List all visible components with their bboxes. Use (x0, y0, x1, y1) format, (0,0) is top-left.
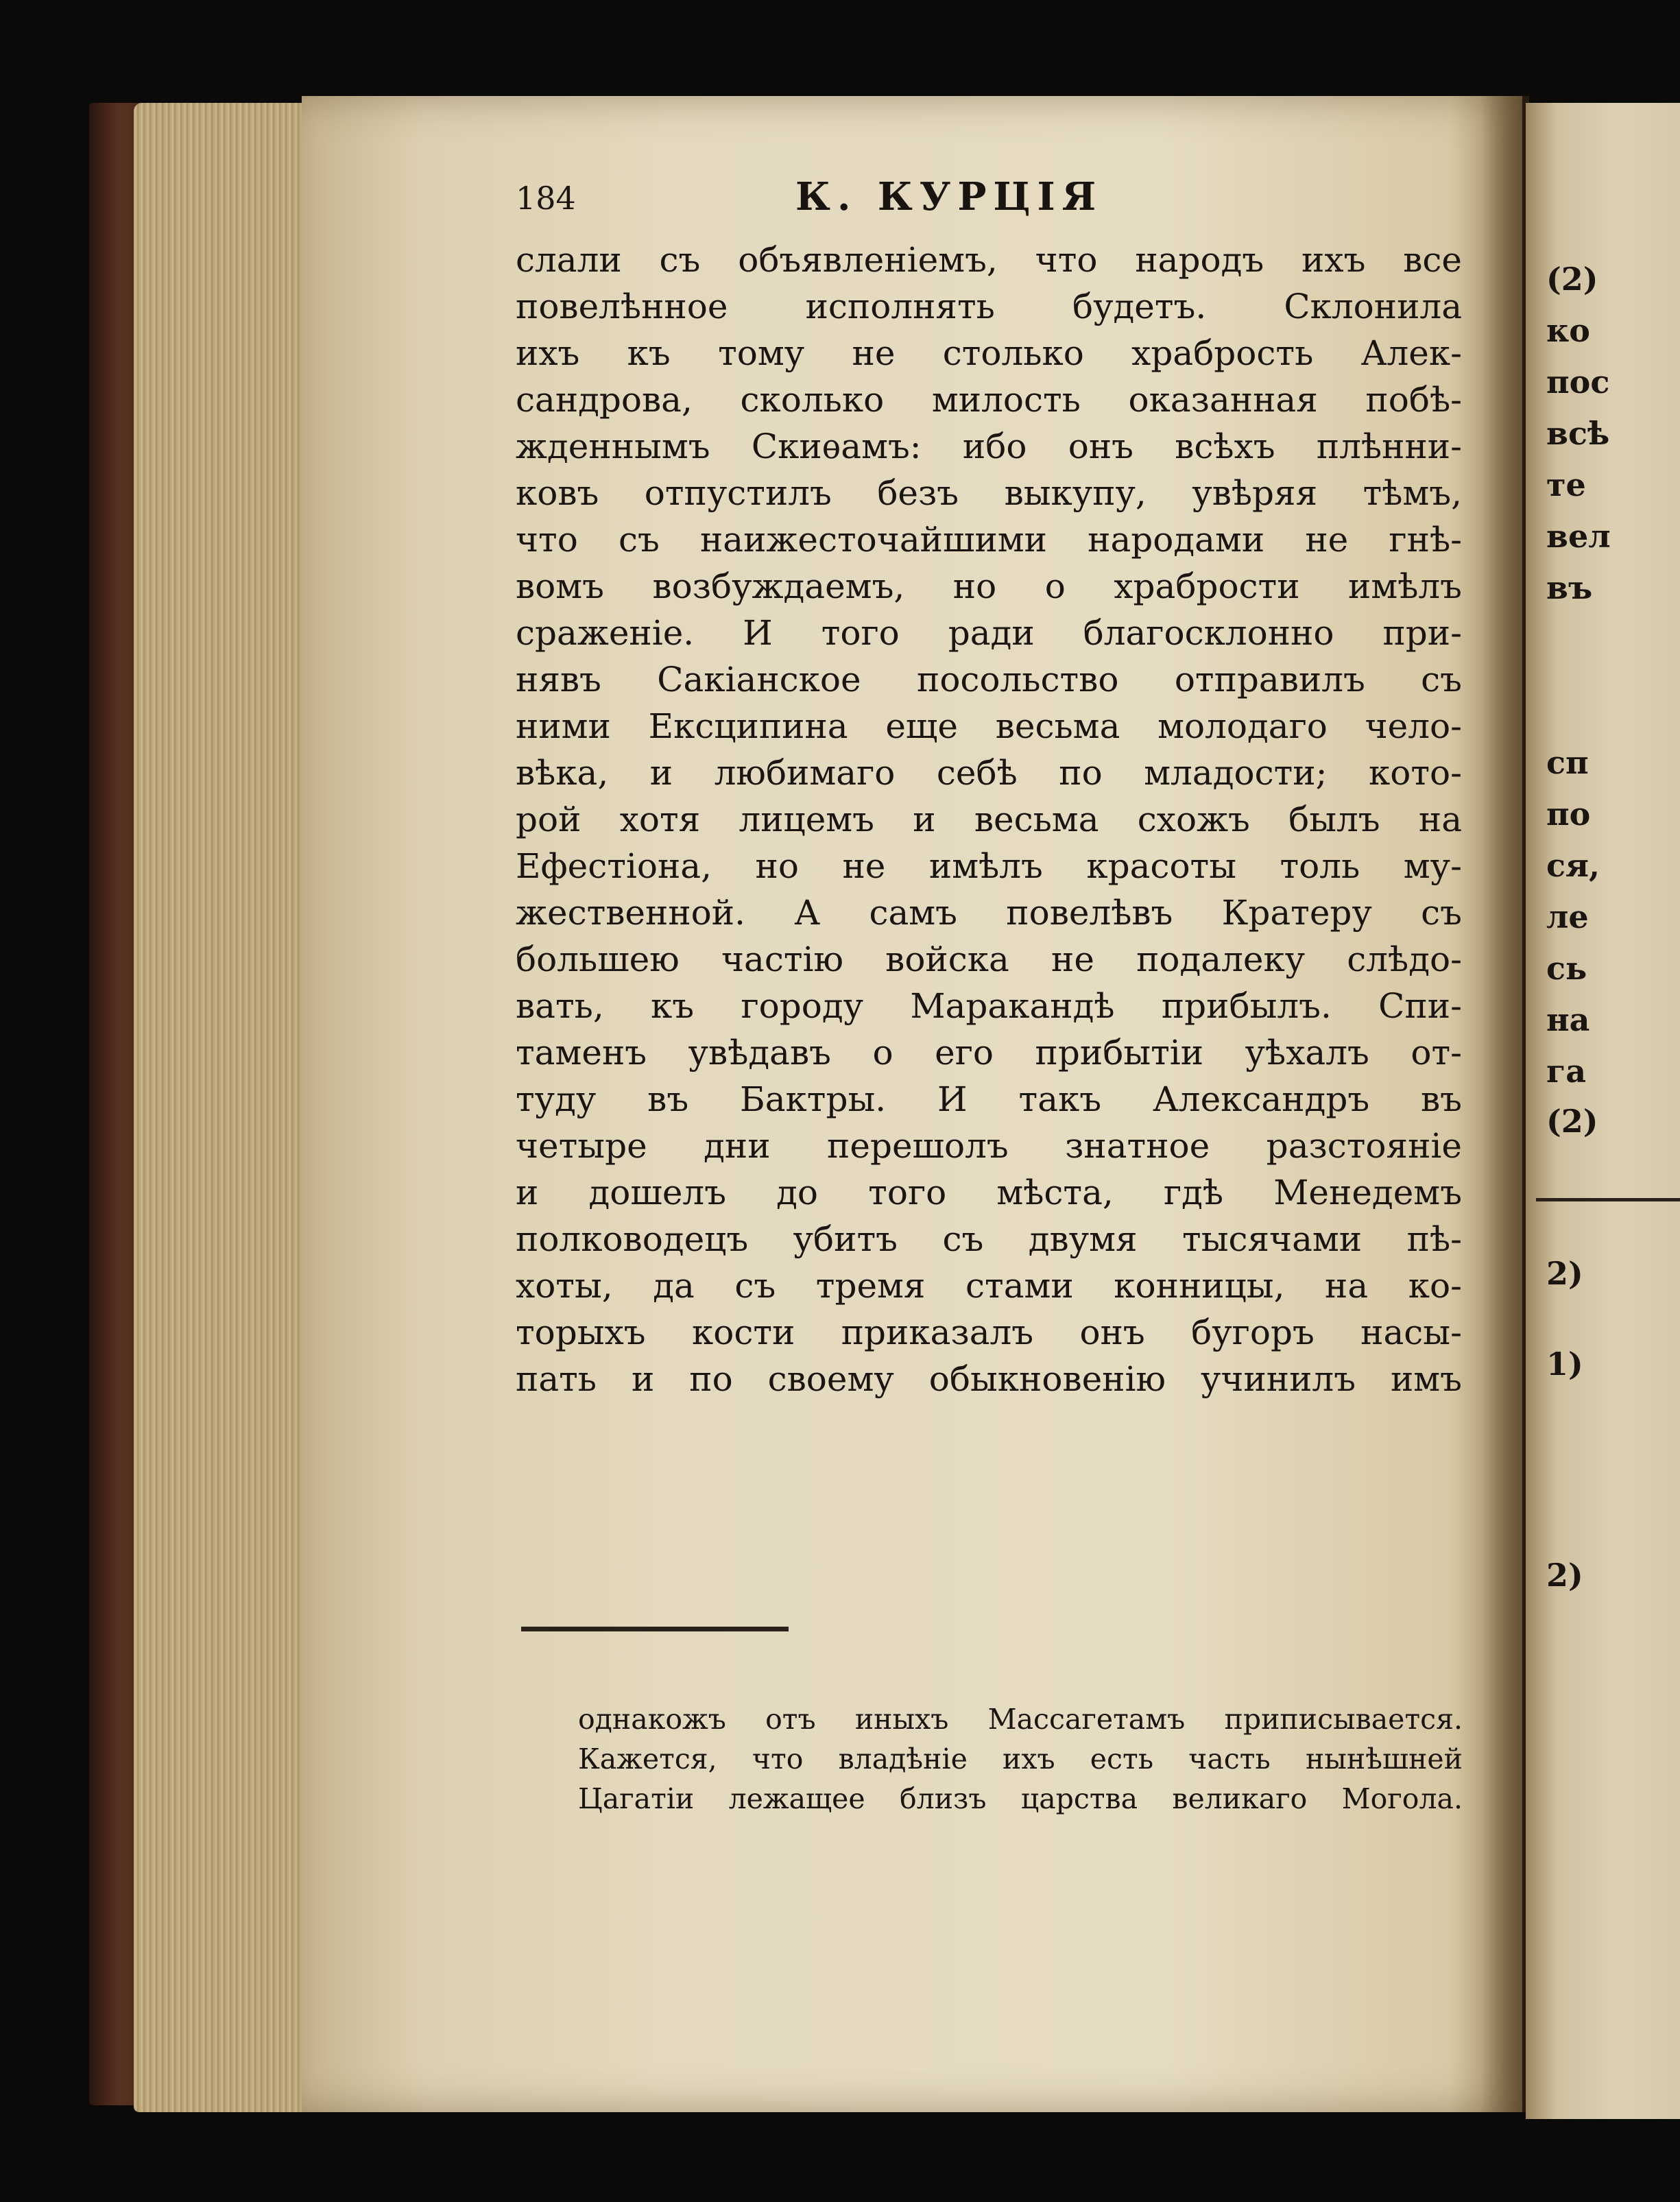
text-line: полководецъ убитъ съ двумя тысячами пѣ- (516, 1219, 1462, 1259)
text-line: пать и по своему обыкновенію учинилъ имъ (516, 1359, 1462, 1399)
text-line: жденнымъ Скиѳамъ: ибо онъ всѣхъ плѣнни- (516, 427, 1462, 466)
right-page-fragment: всѣ (1546, 415, 1610, 452)
right-page (1526, 103, 1680, 2119)
book-gutter (1481, 96, 1529, 2112)
right-page-fragment: (2) (1546, 1103, 1598, 1140)
text-line: сраженіе. И того ради благосклонно при- (516, 613, 1462, 653)
text-line: торыхъ кости приказалъ онъ бугоръ насы- (516, 1313, 1462, 1352)
right-page-fragment: 2) (1546, 1255, 1583, 1292)
text-line: сандрова, сколько милость оказанная побѣ- (516, 380, 1462, 420)
text-line: повелѣнное исполнять будетъ. Склонила (516, 287, 1462, 326)
text-line: слали съ объявленіемъ, что народъ ихъ все (516, 240, 1462, 280)
right-page-fragment: га (1546, 1053, 1586, 1090)
right-page-fragment: пос (1546, 363, 1610, 400)
text-line: нявъ Сакіанское посольство отправилъ съ (516, 660, 1462, 699)
right-page-fragment: 1) (1546, 1345, 1583, 1383)
right-page-fragment: по (1546, 795, 1591, 833)
text-line: ними Ексципина еще весьма молодаго чело- (516, 706, 1462, 746)
text-line: жественной. А самъ повелѣвъ Кратеру съ (516, 893, 1462, 933)
right-page-fragment: ся, (1546, 847, 1600, 884)
text-line: туду въ Бактры. И такъ Александръ въ (516, 1079, 1462, 1119)
text-line: таменъ увѣдавъ о его прибытіи уѣхалъ от- (516, 1033, 1462, 1073)
text-line: вѣка, и любимаго себѣ по младости; кото- (516, 753, 1462, 793)
footnote-line: Кажется, что владѣніе ихъ есть часть нынѣшней (578, 1743, 1463, 1775)
text-line: четыре дни перешолъ знатное разстояніе (516, 1126, 1462, 1166)
right-page-fragment: 2) (1546, 1557, 1583, 1594)
text-line: большею частію войска не подалеку слѣдо- (516, 940, 1462, 979)
footnote-line: однакожъ отъ иныхъ Массагетамъ приписывается. (578, 1703, 1463, 1736)
footnote-line: Цагатіи лежащее близъ царства великаго Могола. (578, 1782, 1463, 1815)
text-line: вомъ возбуждаемъ, но о храбрости имѣлъ (516, 566, 1462, 606)
right-page-divider (1536, 1198, 1680, 1201)
text-line: и дошелъ до того мѣста, гдѣ Менедемъ (516, 1173, 1462, 1212)
text-line: что съ наижесточайшими народами не гнѣ- (516, 520, 1462, 560)
right-page-fragment: (2) (1546, 261, 1598, 298)
text-line: ковъ отпустилъ безъ выкупу, увѣряя тѣмъ, (516, 473, 1462, 513)
footnote (578, 1699, 1463, 1819)
text-line: вать, къ городу Маракандѣ прибылъ. Спи- (516, 986, 1462, 1026)
right-page-fragment: сп (1546, 744, 1589, 781)
text-line: рой хотя лицемъ и весьма схожъ былъ на (516, 800, 1462, 839)
right-page-fragment: въ (1546, 569, 1593, 606)
body-text (516, 237, 1462, 1402)
right-page-fragment: вел (1546, 518, 1611, 555)
text-line: хоты, да съ тремя стами конницы, на ко- (516, 1266, 1462, 1306)
running-head: К. КУРЦІЯ (795, 174, 1103, 219)
footnote-rule (521, 1627, 789, 1631)
right-page-fragment: сь (1546, 950, 1587, 987)
right-page-fragment: те (1546, 466, 1586, 503)
right-page-fragment: на (1546, 1001, 1590, 1038)
right-page-fragment: ле (1546, 898, 1589, 935)
text-line: Ефестіона, но не имѣлъ красоты толь му- (516, 846, 1462, 886)
text-line: ихъ къ тому не столько храбрость Алек- (516, 333, 1462, 373)
page-header (0, 174, 1680, 235)
page-number: 184 (516, 180, 576, 217)
right-page-fragment: ко (1546, 312, 1590, 349)
